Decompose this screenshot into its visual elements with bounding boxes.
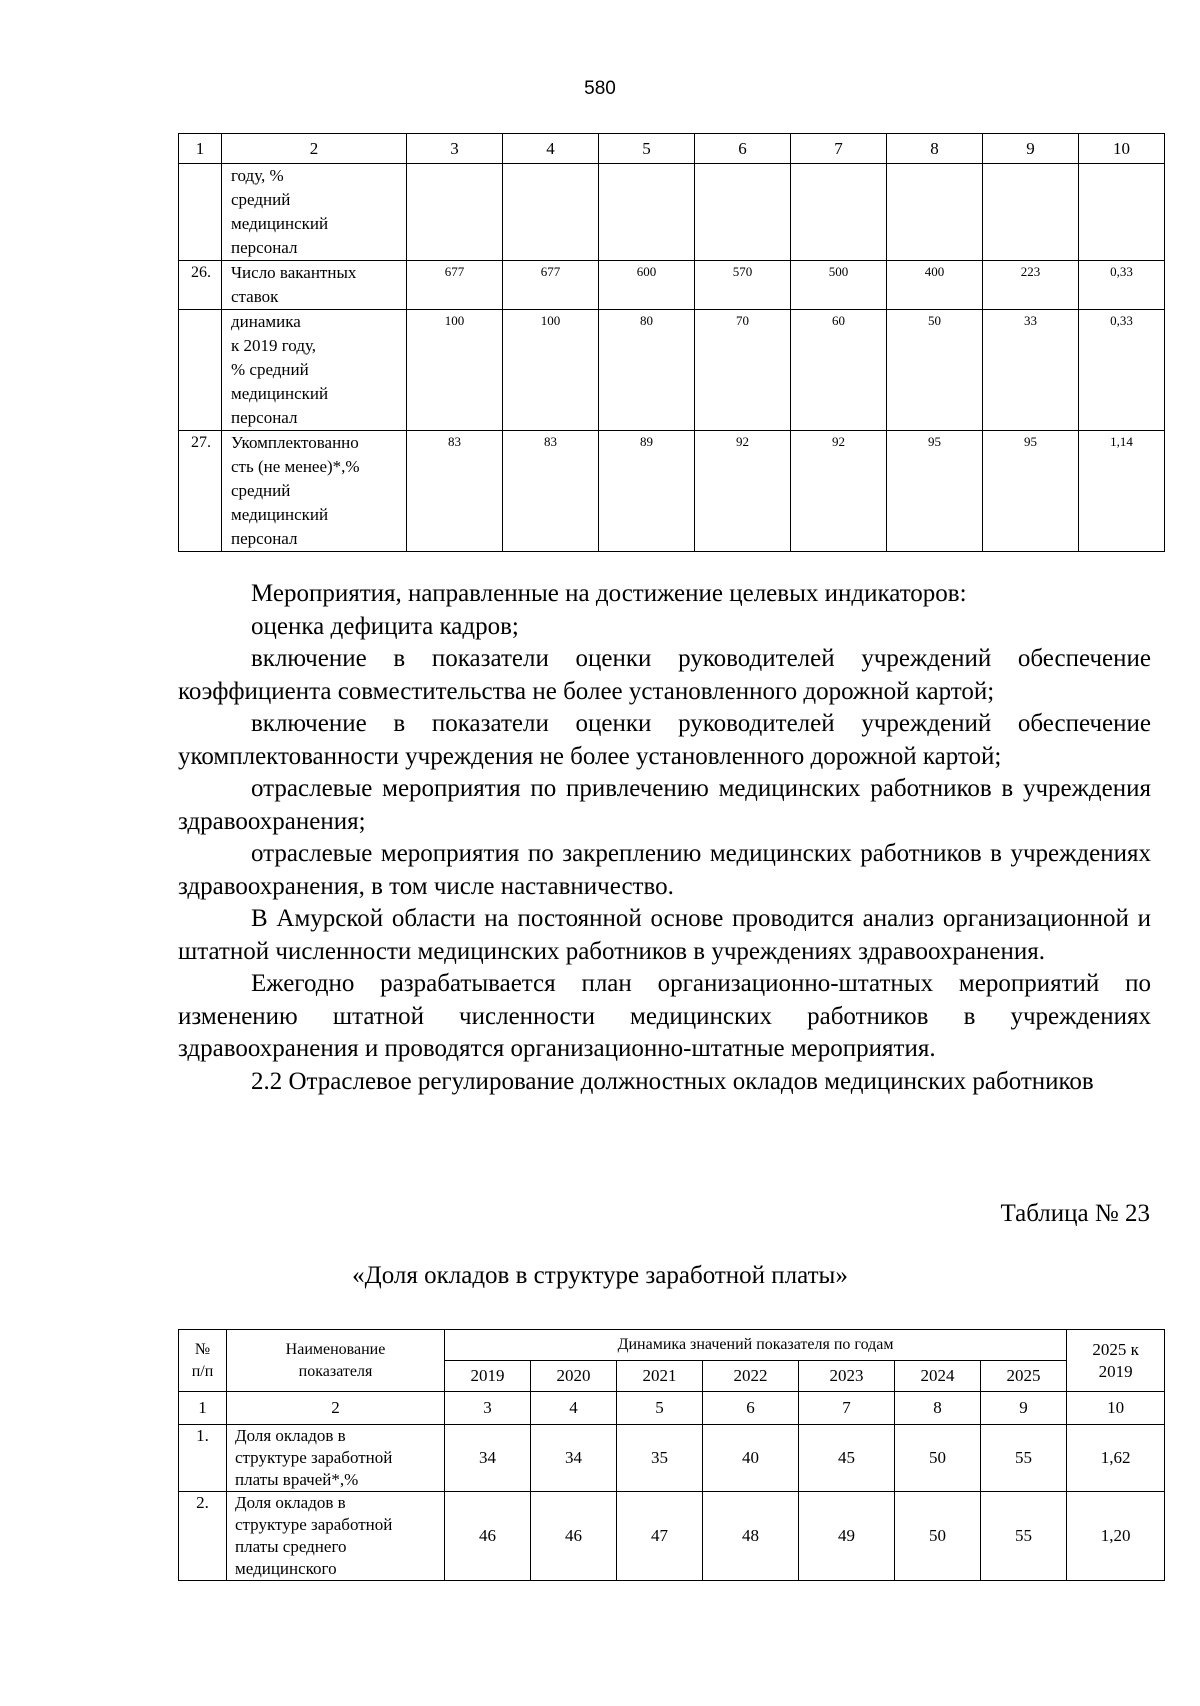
header-num: № п/п [179,1330,227,1392]
cell-value: 55 [981,1492,1067,1581]
cell-value: 1,14 [1079,431,1165,552]
cell-value [983,164,1079,261]
cell-value: 49 [799,1492,895,1581]
paragraph: оценка дефицита кадров; [251,612,519,640]
cell-value: 92 [695,431,791,552]
indicator-name: динамика к 2019 году, % средний медицинский персонал [222,310,407,431]
cell-value: 34 [445,1425,531,1492]
column-number: 6 [703,1392,799,1425]
cell-value: 600 [599,261,695,310]
cell-value: 47 [617,1492,703,1581]
column-number: 8 [887,134,983,164]
year-header: 2024 [895,1361,981,1392]
column-number: 9 [983,134,1079,164]
indicator-name: Доля окладов в структуре заработной платы врачей*,% [227,1425,445,1492]
cell-value: 0,33 [1079,310,1165,431]
paragraph: В Амурской области на постоянной основе проводится анализ организационной и штатной численности медицинских работников в учреждениях здравоохранения. [178,905,1151,965]
column-number: 3 [445,1392,531,1425]
cell-value [503,164,599,261]
cell-value [887,164,983,261]
header-name: Наименование показателя [227,1330,445,1392]
column-number: 7 [799,1392,895,1425]
cell-value: 1,20 [1067,1492,1165,1581]
paragraph: включение в показатели оценки руководителей учреждений обеспечение укомплектованности учреждения не более установленного дорожной картой; [178,710,1151,770]
year-header: 2022 [703,1361,799,1392]
cell-value: 1,62 [1067,1425,1165,1492]
paragraph: отраслевые мероприятия по привлечению медицинских работников в учреждения здравоохранения; [178,775,1151,835]
cell-value: 677 [503,261,599,310]
cell-value: 92 [791,431,887,552]
cell-value: 50 [895,1492,981,1581]
cell-value: 46 [445,1492,531,1581]
row-number [179,164,222,261]
table-header-row [179,1330,1165,1361]
cell-value: 70 [695,310,791,431]
column-number-row [179,1392,1165,1425]
column-number: 9 [981,1392,1067,1425]
cell-value [599,164,695,261]
cell-value [695,164,791,261]
cell-value: 100 [503,310,599,431]
cell-value: 55 [981,1425,1067,1492]
cell-value: 35 [617,1425,703,1492]
column-number: 10 [1067,1392,1165,1425]
cell-value: 677 [407,261,503,310]
table-label: Таблица № 23 [1000,1200,1150,1227]
header-dynamics: Динамика значений показателя по годам [445,1330,1067,1361]
cell-value: 48 [703,1492,799,1581]
row-number: 1. [179,1425,227,1492]
cell-value: 80 [599,310,695,431]
column-number: 4 [503,134,599,164]
table-header-row [179,134,1165,164]
cell-value: 50 [887,310,983,431]
cell-value: 89 [599,431,695,552]
table-row [179,164,1165,261]
row-number: 27. [179,431,222,552]
year-header: 2019 [445,1361,531,1392]
cell-value: 95 [983,431,1079,552]
staffing-table [178,133,1165,552]
cell-value: 570 [695,261,791,310]
cell-value: 60 [791,310,887,431]
table-row [179,1425,1165,1492]
paragraph: Мероприятия, направленные на достижение целевых индикаторов: [251,580,967,607]
cell-value [407,164,503,261]
cell-value: 0,33 [1079,261,1165,310]
cell-value: 40 [703,1425,799,1492]
table-title: «Доля окладов в структуре заработной платы» [352,1262,848,1289]
indicator-name: году, % средний медицинский персонал [222,164,407,261]
header-ratio: 2025 к 2019 [1067,1330,1165,1392]
cell-value: 46 [531,1492,617,1581]
year-header: 2020 [531,1361,617,1392]
cell-value: 223 [983,261,1079,310]
paragraph: отраслевые мероприятия по закреплению медицинских работников в учреждениях здравоохранения, в том числе наставничество. [178,840,1151,900]
column-number: 8 [895,1392,981,1425]
table-row [179,261,1165,310]
cell-value: 500 [791,261,887,310]
row-number [179,310,222,431]
table-row [179,431,1165,552]
cell-value: 83 [407,431,503,552]
cell-value: 34 [531,1425,617,1492]
year-header: 2023 [799,1361,895,1392]
year-header: 2025 [981,1361,1067,1392]
column-number: 1 [179,134,222,164]
cell-value: 83 [503,431,599,552]
cell-value: 100 [407,310,503,431]
column-number: 5 [617,1392,703,1425]
section-heading: 2.2 Отраслевое регулирование должностных окладов медицинских работников [251,1067,1094,1095]
column-number: 5 [599,134,695,164]
cell-value: 33 [983,310,1079,431]
column-number: 2 [222,134,407,164]
indicator-name: Число вакантных ставок [222,261,407,310]
row-number: 26. [179,261,222,310]
column-number: 3 [407,134,503,164]
paragraph: включение в показатели оценки руководителей учреждений обеспечение коэффициента совместительства не более установленного дорожной картой; [178,645,1151,705]
cell-value: 45 [799,1425,895,1492]
cell-value [791,164,887,261]
cell-value: 400 [887,261,983,310]
salary-share-table [178,1329,1165,1581]
body-text [178,578,1151,1098]
page-number: 580 [584,78,616,99]
indicator-name: Доля окладов в структуре заработной платы среднего медицинского [227,1492,445,1581]
table-row [179,1492,1165,1581]
paragraph: Ежегодно разрабатывается план организационно-штатных мероприятий по изменению штатной численности медицинских работников в учреждениях здравоохранения и проводятся организационно-штатные мероприятия. [178,970,1151,1062]
column-number: 7 [791,134,887,164]
indicator-name: Укомплектованно сть (не менее)*,% средний медицинский персонал [222,431,407,552]
column-number: 10 [1079,134,1165,164]
column-number: 6 [695,134,791,164]
year-header: 2021 [617,1361,703,1392]
row-number: 2. [179,1492,227,1581]
cell-value: 50 [895,1425,981,1492]
cell-value [1079,164,1165,261]
cell-value: 95 [887,431,983,552]
table-row [179,310,1165,431]
column-number: 4 [531,1392,617,1425]
column-number: 2 [227,1392,445,1425]
column-number: 1 [179,1392,227,1425]
